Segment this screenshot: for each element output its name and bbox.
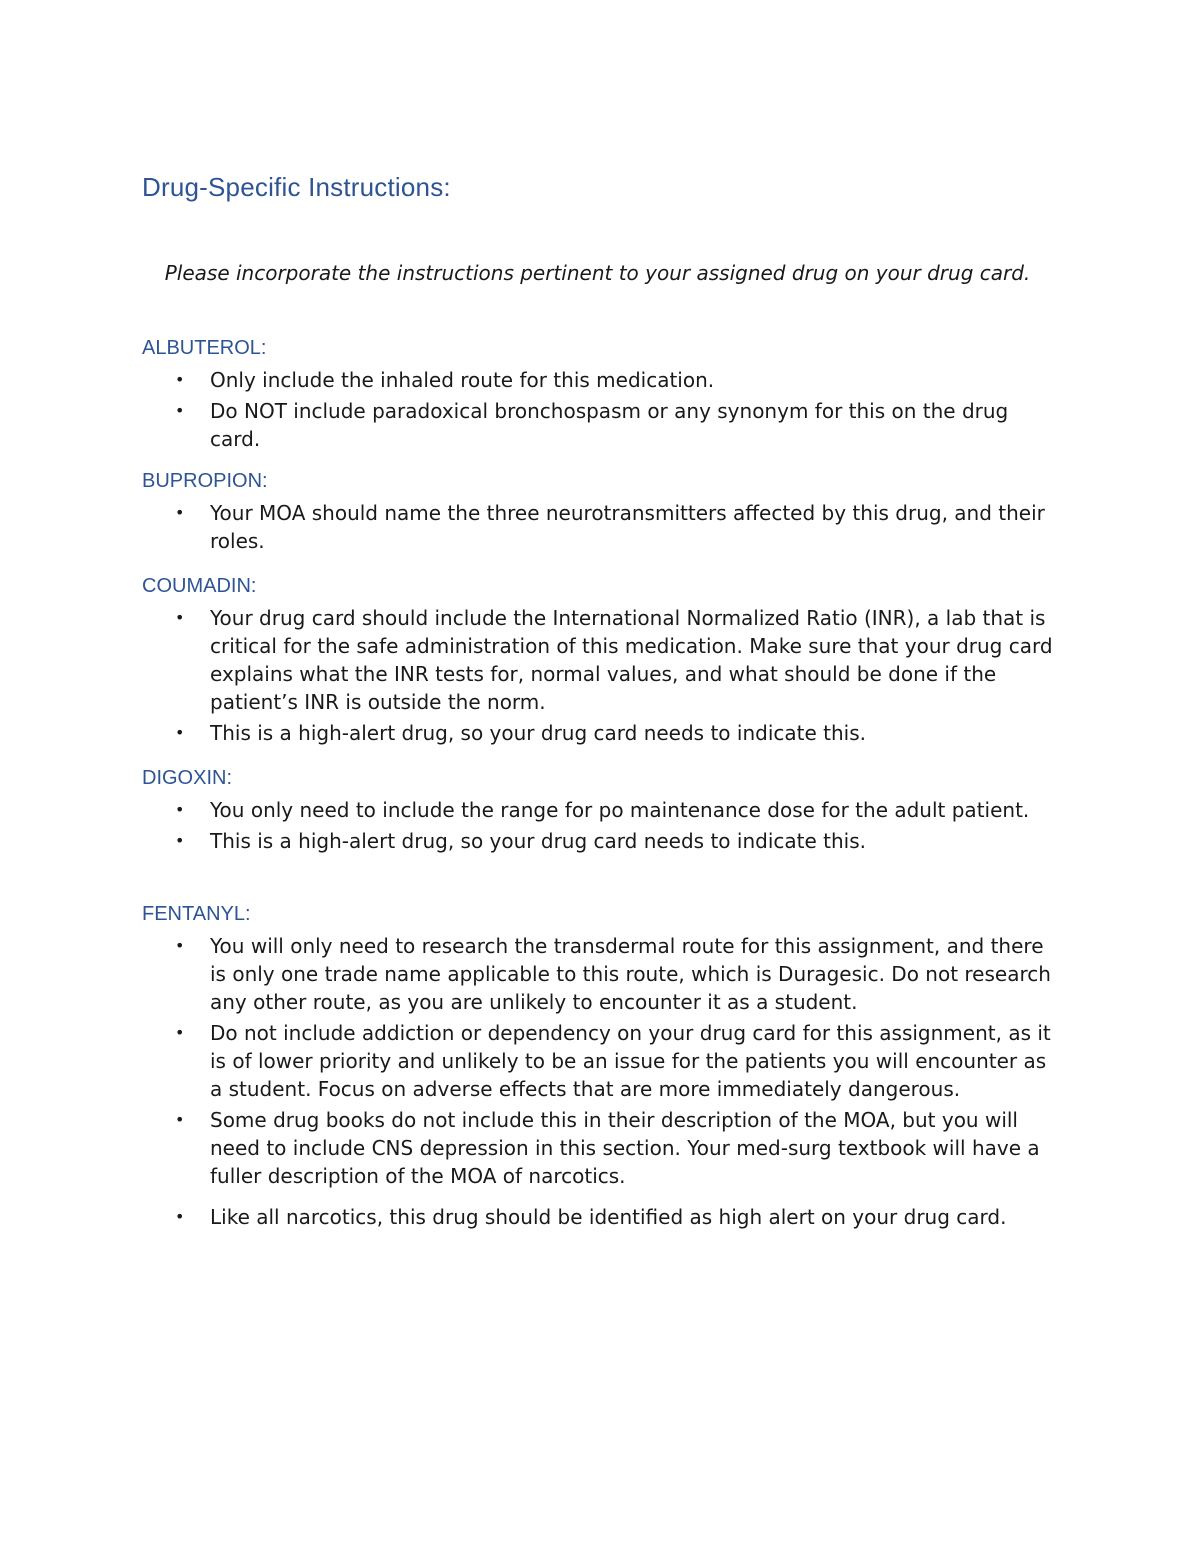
- bullet-icon: •: [175, 1023, 185, 1042]
- list-item-text: This is a high-alert drug, so your drug card needs to indicate this.: [210, 829, 866, 853]
- list-item-text: Do NOT include paradoxical bronchospasm or any synonym for this on the drug card.: [210, 399, 1009, 451]
- list-item: [142, 932, 1062, 1016]
- list-item: [142, 366, 1062, 394]
- drug-heading-digoxin: DIGOXIN:: [142, 767, 233, 789]
- section-fentanyl: [142, 902, 1062, 1234]
- list-item: [142, 1203, 1062, 1231]
- section-bupropion: [142, 469, 1062, 558]
- list-item-text: You only need to include the range for po maintenance dose for the adult patient.: [210, 798, 1030, 822]
- bullet-list-bupropion: [142, 499, 1062, 555]
- bullet-icon: •: [175, 1110, 185, 1129]
- list-item-text: This is a high-alert drug, so your drug card needs to indicate this.: [210, 721, 866, 745]
- bullet-list-coumadin: [142, 604, 1062, 747]
- drug-heading-fentanyl: FENTANYL:: [142, 903, 251, 925]
- bullet-icon: •: [175, 831, 185, 850]
- list-item: [142, 604, 1062, 716]
- drug-heading-coumadin: COUMADIN:: [142, 575, 257, 597]
- list-item-text: Some drug books do not include this in their description of the MOA, but you will need to include CNS depression in this section. Your med-surg textbook will have a fuller description of the MOA of narcotics.: [210, 1108, 1040, 1188]
- list-item: [142, 719, 1062, 747]
- bullet-icon: •: [175, 370, 185, 389]
- bullet-icon: •: [175, 723, 185, 742]
- bullet-list-albuterol: [142, 366, 1062, 453]
- list-item: [142, 827, 1062, 855]
- list-item-text: Only include the inhaled route for this medication.: [210, 368, 715, 392]
- bullet-icon: •: [175, 401, 185, 420]
- drug-heading-bupropion: BUPROPION:: [142, 470, 268, 492]
- bullet-icon: •: [175, 1207, 185, 1226]
- list-item-text: Your MOA should name the three neurotransmitters affected by this drug, and their roles.: [210, 501, 1045, 553]
- section-coumadin: [142, 574, 1062, 750]
- list-item: [142, 499, 1062, 555]
- bullet-icon: •: [175, 608, 185, 627]
- page-title: Drug-Specific Instructions:: [142, 172, 451, 202]
- intro-paragraph: Please incorporate the instructions pertinent to your assigned drug on your drug card.: [164, 261, 1031, 285]
- drug-heading-albuterol: ALBUTEROL:: [142, 337, 267, 359]
- list-item-text: You will only need to research the transdermal route for this assignment, and there is only one trade name applicable to this route, which is Duragesic. Do not research any other route, as you are unlikely to encounter it as a student.: [210, 934, 1051, 1014]
- bullet-icon: •: [175, 936, 185, 955]
- list-item: [142, 1106, 1062, 1190]
- bullet-list-digoxin: [142, 796, 1062, 855]
- section-albuterol: [142, 336, 1062, 456]
- list-item-text: Your drug card should include the International Normalized Ratio (INR), a lab that is critical for the safe administration of this medication. Make sure that your drug card explains what the INR tests for, normal values, and what should be done if the patient’s INR is outside the norm.: [210, 606, 1053, 714]
- section-digoxin: [142, 766, 1062, 858]
- bullet-list-fentanyl: [142, 932, 1062, 1231]
- bullet-icon: •: [175, 800, 185, 819]
- list-item: [142, 397, 1062, 453]
- list-item-text: Do not include addiction or dependency on your drug card for this assignment, as it is of lower priority and unlikely to be an issue for the patients you will encounter as a student. Focus on adverse effects that are more immediately dangerous.: [210, 1021, 1051, 1101]
- list-item: [142, 796, 1062, 824]
- list-item-text: Like all narcotics, this drug should be identified as high alert on your drug card.: [210, 1205, 1007, 1229]
- list-item: [142, 1019, 1062, 1103]
- bullet-icon: •: [175, 503, 185, 522]
